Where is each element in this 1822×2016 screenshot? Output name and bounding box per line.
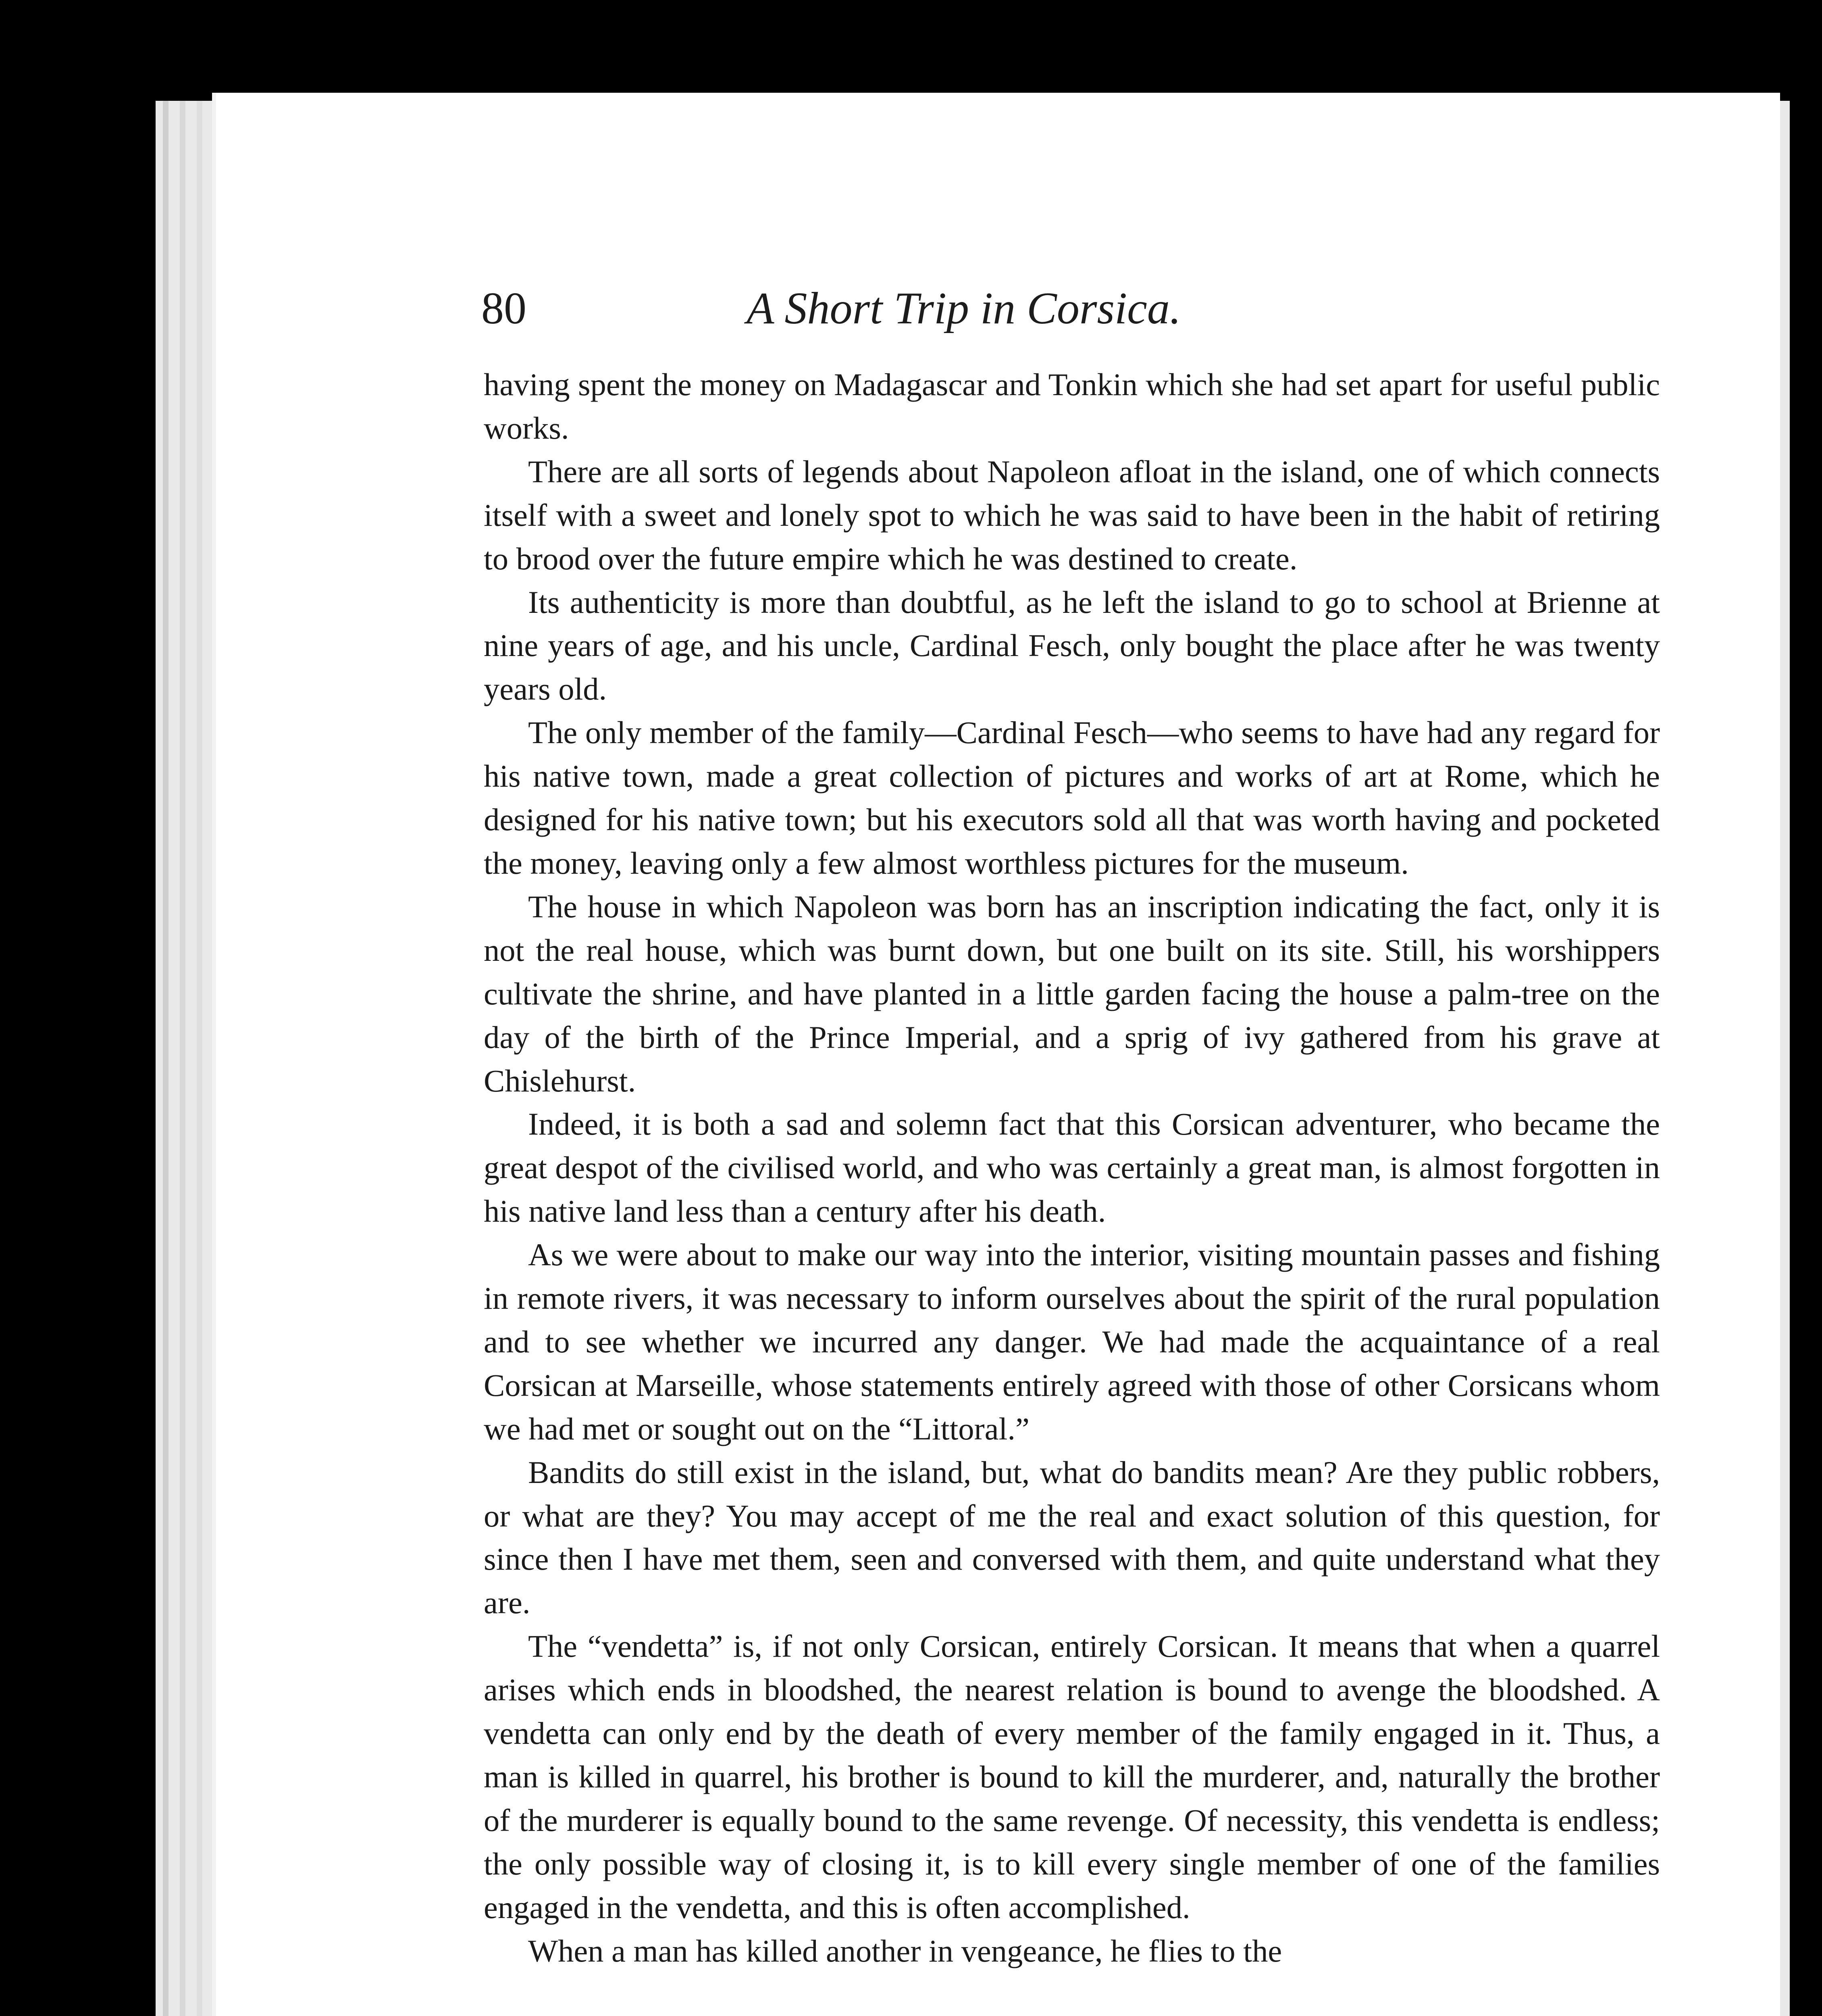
scan-right-edge [1790, 0, 1822, 2016]
paragraph: As we were about to make our way into the interior, visiting mountain passes and fishing in remote rivers, it was necessary to inform ourselves about the spirit of the rural population and to see whether we incurred any danger. We had made the acquaintance of a real Corsican at Marseille, whose statements entirely agreed with those of other Corsicans whom we had met or sought out on the “Littoral.” [484, 1237, 1660, 1446]
paragraph: having spent the money on Madagascar and Tonkin which she had set apart for useful public works. [484, 367, 1660, 446]
page-edge-line [180, 101, 185, 2016]
paragraph: The only member of the family—Cardinal Fesch—who seems to have had any regard for his native town, made a great collection of pictures and works of art at Rome, which he designed for his native town; but his executors sold all that was worth having and pocketed the money, leaving only a few almost worthless pictures for the museum. [484, 715, 1660, 881]
paragraph: Its authenticity is more than doubtful, as he left the island to go to school at Brienne at nine years of age, and his uncle, Cardinal Fesch, only bought the place after he was twenty years old. [484, 584, 1660, 707]
paragraph: The “vendetta” is, if not only Corsican, entirely Corsican. It means that when a quarrel arises which ends in bloodshed, the nearest relation is bound to avenge the bloodshed. A vendetta can only end by the death of every member of the family engaged in it. Thus, a man is killed in quarrel, his brother is bound to kill the murderer, and, naturally the brother of the murderer is equally bound to the same revenge. Of necessity, this vendetta is endless; the only possible way of closing it, is to kill every single member of one of the families engaged in the vendetta, and this is often accomplished. [484, 1629, 1660, 1925]
body-text [484, 363, 1660, 1973]
page-edge-line [163, 101, 168, 2016]
paragraph: When a man has killed another in vengeance, he flies to the [528, 1933, 1282, 1968]
paragraph: There are all sorts of legends about Napoleon afloat in the island, one of which connects itself with a sweet and lonely spot to which he was said to have been in the habit of retiring to brood over the future empire which he was destined to create. [484, 454, 1660, 576]
paragraph: Indeed, it is both a sad and solemn fact that this Corsican adventurer, who became the great despot of the civilised world, and who was certainly a great man, is almost forgotten in his native land less than a century after his death. [484, 1106, 1660, 1229]
page-edge-line [197, 101, 202, 2016]
running-title: A Short Trip in Corsica. [747, 283, 1181, 333]
page-number: 80 [481, 283, 526, 333]
paragraph: The house in which Napoleon was born has an inscription indicating the fact, only it is not the real house, which was burnt down, but one built on its site. Still, his worshippers cultivate the shrine, and have planted in a little garden facing the house a palm-tree on the day of the birth of the Prince Imperial, and a sprig of ivy gathered from his grave at Chislehurst. [484, 889, 1660, 1098]
paragraph: Bandits do still exist in the island, but, what do bandits mean? Are they public robbers, or what are they? You may accept of me the real and exact solution of this question, for since then I have met them, seen and conversed with them, and quite understand what they are. [484, 1454, 1660, 1620]
page-header [268, 282, 1660, 351]
